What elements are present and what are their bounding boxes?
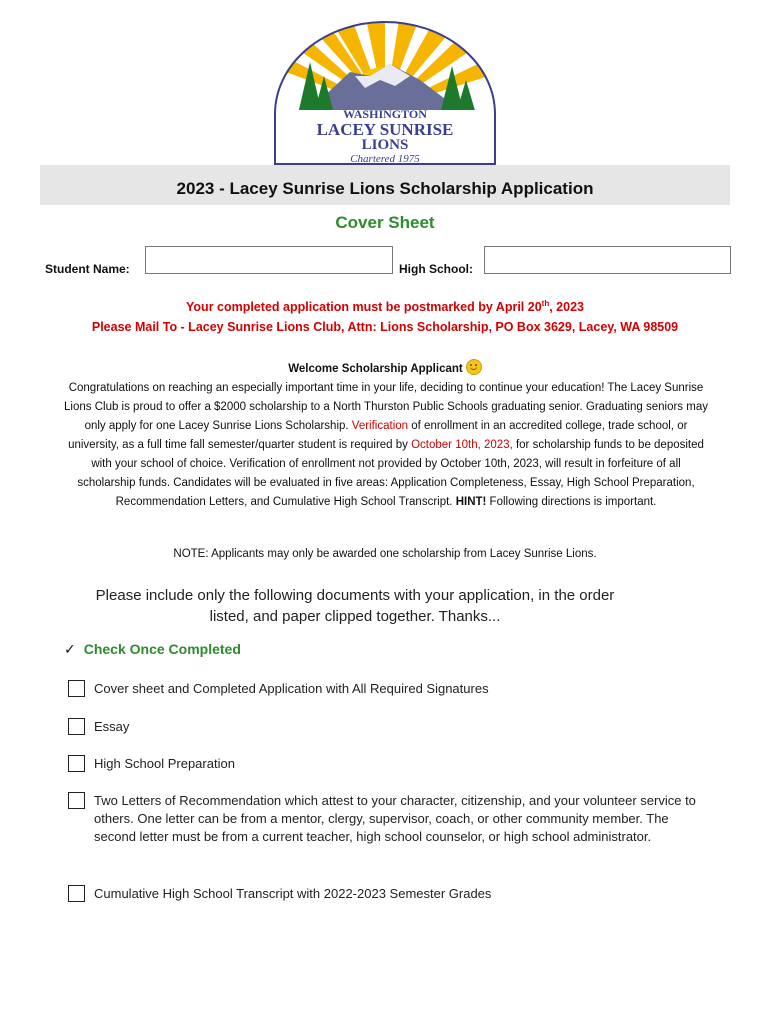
page-title: 2023 - Lacey Sunrise Lions Scholarship Application	[40, 165, 730, 205]
high-school-field[interactable]	[484, 246, 731, 274]
instructions-text: Please include only the following documents with your application, in the order listed, and paper clipped together. Thanks...	[95, 587, 615, 625]
checklist-item	[68, 755, 708, 773]
postmark-deadline	[0, 299, 770, 314]
logo-text-lions: LIONS	[361, 137, 409, 153]
student-name-label: Student Name:	[45, 262, 130, 276]
checklist-item-label: Essay	[94, 719, 130, 734]
note-text: NOTE: Applicants may only be awarded one scholarship from Lacey Sunrise Lions.	[173, 548, 597, 560]
student-name-field[interactable]	[145, 246, 393, 274]
paragraph-part-4: Following directions is important.	[486, 496, 657, 508]
paragraph-part-3: for scholarship funds to be deposited with your school of choice. Verification of enrollment not provided by October 10th, 2023, will result in forfeiture of all scholarship funds. Candidates will be evaluated in five areas: Application Completeness, Essay, High School Preparation, Recommendation Letters, and Cumulative High School Transcript.	[77, 439, 704, 508]
postmark-text: Your completed application must be postmarked by April 20	[186, 300, 542, 315]
welcome-text: Welcome Scholarship Applicant	[288, 363, 463, 375]
postmark-year: , 2023	[549, 300, 584, 315]
logo-text-state: WASHINGTON	[343, 107, 427, 121]
postmark-sup: th	[541, 299, 550, 308]
deadline-highlight: October 10th, 2023,	[411, 439, 513, 451]
checkbox-recommendation-letters[interactable]	[68, 792, 85, 809]
lions-club-logo	[270, 14, 500, 166]
logo-text-chartered: Chartered 1975	[350, 153, 420, 165]
verification-highlight: Verification	[351, 420, 409, 432]
high-school-label: High School:	[399, 262, 473, 276]
checklist-item-label: Two Letters of Recommendation which attest to your character, citizenship, and your volunteer service to others. One letter can be from a mentor, clergy, supervisor, coach, or other community member. The second letter must be from a current teacher, high school counselor, or high school administrator.	[94, 793, 696, 844]
checklist-item	[68, 718, 708, 736]
checkbox-cover-sheet[interactable]	[68, 680, 85, 697]
welcome-paragraph	[62, 379, 710, 512]
checklist-heading-text: Check Once Completed	[83, 641, 241, 657]
mailing-address: Please Mail To - Lacey Sunrise Lions Club, Attn: Lions Scholarship, PO Box 3629, Lacey, WA 98509	[91, 320, 679, 334]
checklist-item	[68, 885, 708, 903]
smiley-icon	[466, 359, 482, 375]
checkmark-icon: ✓	[64, 641, 76, 657]
checklist-heading	[64, 641, 241, 658]
paragraph-part-1: Congratulations on reaching an especially important time in your life, deciding to continue your education! The Lacey Sunrise Lions Club is proud to offer a $2000 scholarship to a North Thurston Public Schools graduating senior. Graduating seniors may only apply for one Lacey Sunrise Lions Scholarship.	[64, 382, 708, 432]
logo-graphic	[270, 14, 500, 166]
paragraph-part-2: of enrollment in an accredited college, trade school, or university, as a full time fall semester/quarter student is required by	[68, 420, 688, 451]
checklist-item-label: Cumulative High School Transcript with 2022-2023 Semester Grades	[94, 886, 492, 901]
welcome-heading	[0, 359, 770, 375]
checklist-item	[68, 792, 708, 846]
checklist-item-label: High School Preparation	[94, 756, 235, 771]
logo-text-club: LACEY SUNRISE	[316, 120, 454, 139]
hint-label: HINT!	[455, 496, 487, 508]
checkbox-essay[interactable]	[68, 718, 85, 735]
checklist-item-label: Cover sheet and Completed Application with All Required Signatures	[94, 681, 489, 696]
checkbox-transcript[interactable]	[68, 885, 85, 902]
checklist-item	[68, 680, 708, 698]
checkbox-high-school-preparation[interactable]	[68, 755, 85, 772]
cover-sheet-heading: Cover Sheet	[335, 213, 435, 232]
